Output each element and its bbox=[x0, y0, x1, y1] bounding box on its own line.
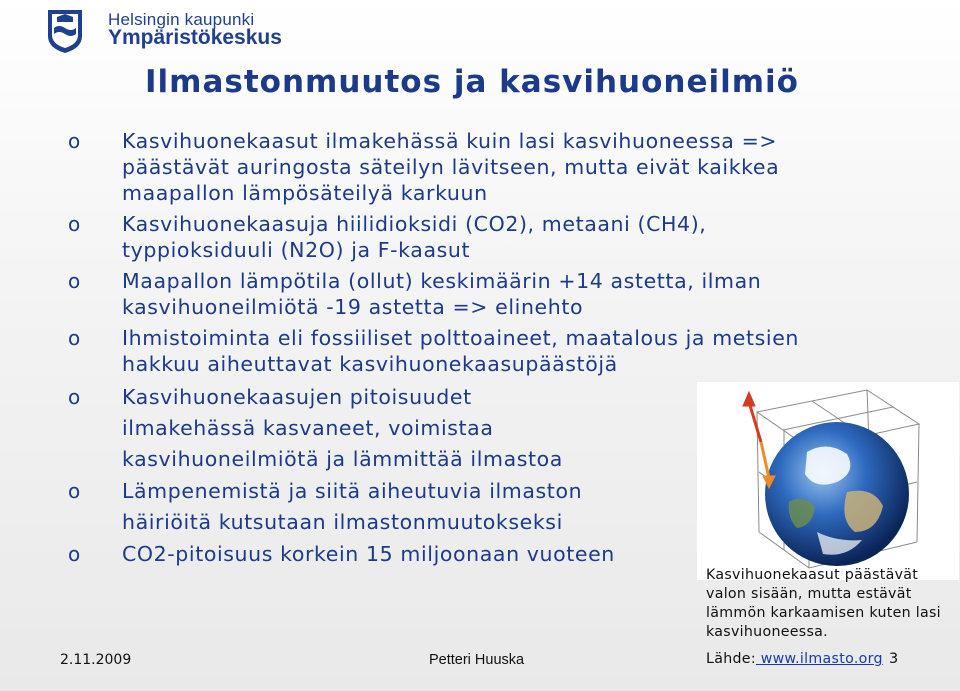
bullet-line: Lämpenemistä ja siitä aiheutuvia ilmaston bbox=[122, 479, 583, 503]
bullet-line: Kasvihuonekaasujen pitoisuudet bbox=[122, 385, 472, 409]
bullet-line: hakkuu aiheuttavat kasvihuonekaasupäästöjä bbox=[122, 352, 618, 376]
bullet-line: kasvihuoneilmiötä ja lämmittää ilmastoa bbox=[122, 447, 563, 471]
footer-author: Petteri Huuska bbox=[429, 652, 525, 668]
figure-caption: Kasvihuonekaasut päästävät valon sisään, mutta estävät lämmön karkaamisen kuten lasi kasvihuoneessa. bbox=[706, 567, 941, 640]
bullet-line: häiriöitä kutsutaan ilmastonmuutokseksi bbox=[122, 510, 563, 534]
helsinki-shield-icon bbox=[46, 8, 84, 54]
bullet-line: Ihmistoiminta eli fossiiliset polttoaineet, maatalous ja metsien bbox=[122, 326, 800, 350]
footer-date: 2.11.2009 bbox=[60, 652, 132, 668]
bullet-line: Kasvihuonekaasut ilmakehässä kuin lasi kasvihuoneessa => bbox=[122, 129, 778, 153]
logo bbox=[40, 4, 340, 56]
bullet-item bbox=[68, 268, 888, 320]
bullet-line: CO2-pitoisuus korkein 15 miljoonaan vuoteen bbox=[122, 542, 615, 566]
bullet-line: kasvihuoneilmiötä -19 astetta => elinehto bbox=[122, 295, 584, 319]
bullet-marker: o bbox=[68, 326, 81, 350]
bullet-line: Kasvihuonekaasuja hiilidioksidi (CO2), metaani (CH4), bbox=[122, 212, 707, 236]
bullet-marker: o bbox=[68, 269, 81, 293]
bullet-line: Maapallon lämpötila (ollut) keskimäärin +14 astetta, ilman bbox=[122, 269, 762, 293]
bullet-line: ilmakehässä kasvaneet, voimistaa bbox=[122, 416, 494, 440]
bullet-marker: o bbox=[68, 385, 81, 409]
bullet-line: maapallon lämpösäteilyä karkuun bbox=[122, 181, 488, 205]
bullet-item bbox=[68, 128, 888, 206]
bullet-item bbox=[68, 211, 888, 263]
logo-city-name: Helsingin kaupunki bbox=[108, 10, 255, 29]
source-link[interactable]: www.ilmasto.org bbox=[755, 651, 883, 667]
bullet-marker: o bbox=[68, 542, 81, 566]
bullet-line: typpioksiduuli (N2O) ja F-kaasut bbox=[122, 238, 471, 262]
bullet-marker: o bbox=[68, 212, 81, 236]
bullet-marker: o bbox=[68, 479, 81, 503]
bullet-item bbox=[68, 325, 888, 377]
source-label: Lähde: bbox=[706, 651, 756, 667]
bullet-line: päästävät auringosta säteilyn lävitseen, mutta eivät kaikkea bbox=[122, 155, 780, 179]
bullet-marker: o bbox=[68, 129, 81, 153]
page-number: 3 bbox=[889, 651, 899, 667]
logo-department-name: Ympäristökeskus bbox=[108, 26, 282, 49]
figure-source bbox=[706, 651, 883, 667]
greenhouse-earth-illustration bbox=[697, 382, 959, 580]
slide-title: Ilmastonmuutos ja kasvihuoneilmiö bbox=[145, 64, 799, 100]
